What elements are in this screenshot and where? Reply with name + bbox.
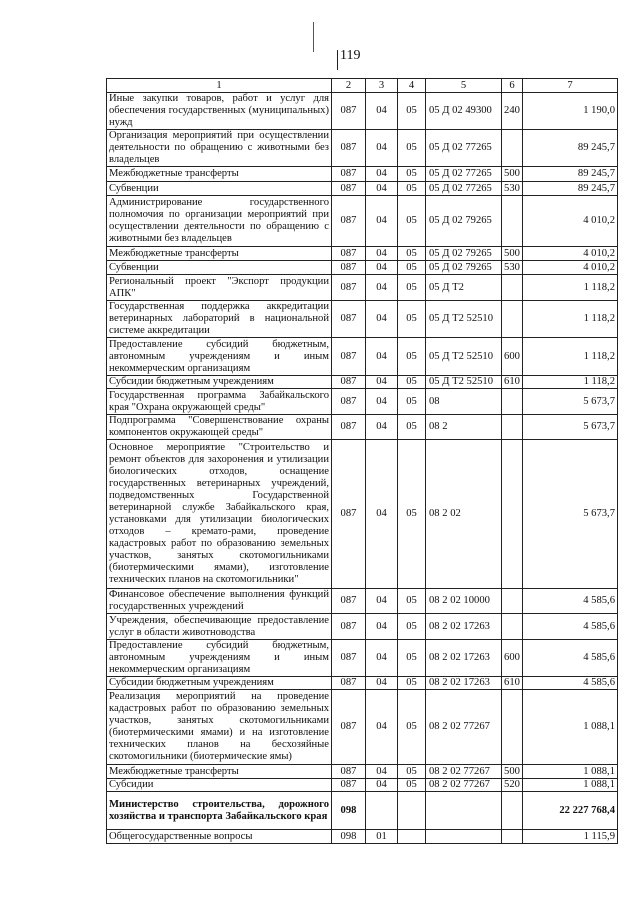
ved-code-cell: 087 bbox=[332, 690, 366, 765]
section-code-cell: 04 bbox=[366, 182, 398, 196]
subsection-code-cell: 05 bbox=[398, 765, 426, 779]
ved-code-cell: 087 bbox=[332, 589, 366, 614]
section-code-cell: 04 bbox=[366, 389, 398, 415]
table-row bbox=[107, 614, 618, 640]
target-article-cell: 08 2 02 77267 bbox=[426, 765, 502, 779]
table-row bbox=[107, 415, 618, 440]
amount-cell: 1 088,1 bbox=[523, 765, 618, 779]
target-article-cell bbox=[426, 830, 502, 844]
column-header: 4 bbox=[398, 79, 426, 93]
section-code-cell: 04 bbox=[366, 376, 398, 389]
table-row bbox=[107, 275, 618, 301]
target-article-cell: 05 Д 02 77265 bbox=[426, 182, 502, 196]
section-code-cell: 04 bbox=[366, 779, 398, 792]
target-article-cell: 08 2 02 77267 bbox=[426, 779, 502, 792]
row-name-cell: Межбюджетные трансферты bbox=[107, 167, 332, 182]
amount-cell: 4 010,2 bbox=[523, 247, 618, 261]
amount-cell: 4 010,2 bbox=[523, 261, 618, 275]
subsection-code-cell: 05 bbox=[398, 130, 426, 167]
section-code-cell: 04 bbox=[366, 765, 398, 779]
target-article-cell: 05 Д 02 79265 bbox=[426, 247, 502, 261]
section-code-cell: 04 bbox=[366, 440, 398, 589]
table-row bbox=[107, 376, 618, 389]
page-number-rule bbox=[337, 50, 338, 70]
ved-code-cell: 087 bbox=[332, 301, 366, 338]
section-code-cell: 04 bbox=[366, 338, 398, 376]
row-name-cell: Предоставление субсидий бюджетным, автономным учреждениям и иным некоммерческим организациям bbox=[107, 338, 332, 376]
table-header-row bbox=[107, 79, 618, 93]
amount-cell: 1 118,2 bbox=[523, 275, 618, 301]
target-article-cell: 08 2 bbox=[426, 415, 502, 440]
column-header: 7 bbox=[523, 79, 618, 93]
target-article-cell: 08 2 02 17263 bbox=[426, 640, 502, 677]
column-header: 3 bbox=[366, 79, 398, 93]
column-header: 5 bbox=[426, 79, 502, 93]
expense-type-cell bbox=[502, 415, 523, 440]
row-name-cell: Предоставление субсидий бюджетным, автономным учреждениям и иным некоммерческим организациям bbox=[107, 640, 332, 677]
section-code-cell: 04 bbox=[366, 167, 398, 182]
amount-cell: 4 585,6 bbox=[523, 589, 618, 614]
amount-cell: 22 227 768,4 bbox=[523, 792, 618, 830]
ved-code-cell: 087 bbox=[332, 167, 366, 182]
expense-type-cell bbox=[502, 830, 523, 844]
section-code-cell: 04 bbox=[366, 130, 398, 167]
amount-cell: 4 585,6 bbox=[523, 677, 618, 690]
subsection-code-cell: 05 bbox=[398, 275, 426, 301]
target-article-cell bbox=[426, 792, 502, 830]
amount-cell: 4 010,2 bbox=[523, 196, 618, 247]
ved-code-cell: 087 bbox=[332, 275, 366, 301]
target-article-cell: 08 2 02 77267 bbox=[426, 690, 502, 765]
row-name-cell: Субвенции bbox=[107, 261, 332, 275]
target-article-cell: 05 Д Т2 52510 bbox=[426, 301, 502, 338]
amount-cell: 5 673,7 bbox=[523, 415, 618, 440]
table-row bbox=[107, 440, 618, 589]
expense-type-cell bbox=[502, 614, 523, 640]
section-code-cell: 04 bbox=[366, 196, 398, 247]
amount-cell: 89 245,7 bbox=[523, 130, 618, 167]
expense-type-cell bbox=[502, 301, 523, 338]
target-article-cell: 08 2 02 17263 bbox=[426, 677, 502, 690]
section-code-cell: 04 bbox=[366, 690, 398, 765]
expense-type-cell: 500 bbox=[502, 167, 523, 182]
target-article-cell: 08 2 02 17263 bbox=[426, 614, 502, 640]
row-name-cell: Организация мероприятий при осуществлении деятельности по обращению с животными без владельцев bbox=[107, 130, 332, 167]
ved-code-cell: 098 bbox=[332, 830, 366, 844]
row-name-cell: Подпрограмма "Совершенствование охраны компонентов окружающей среды" bbox=[107, 415, 332, 440]
expense-type-cell: 500 bbox=[502, 765, 523, 779]
expense-type-cell bbox=[502, 792, 523, 830]
row-name-cell: Иные закупки товаров, работ и услуг для обеспечения государственных (муниципальных) нужд bbox=[107, 93, 332, 130]
expense-type-cell bbox=[502, 275, 523, 301]
table-row bbox=[107, 182, 618, 196]
subsection-code-cell: 05 bbox=[398, 614, 426, 640]
subsection-code-cell: 05 bbox=[398, 440, 426, 589]
row-name-cell: Администрирование государственного полномочия по организации мероприятий при осуществлении деятельности по обращению с животными без владельцев bbox=[107, 196, 332, 247]
ved-code-cell: 087 bbox=[332, 261, 366, 275]
table-row bbox=[107, 338, 618, 376]
subsection-code-cell: 05 bbox=[398, 690, 426, 765]
row-name-cell: Основное мероприятие "Строительство и ремонт объектов для захоронения и утилизации биологических отходов, оснащение государственных ветеринарных учреждений, подведомственных Государственной ветеринарной службе Забайкальского края, установками для утилизации биологических отходов – кремато-рами, проведение кадастровых работ по образованию земельных участков, занятых скотомогильниками (биотермическими ямами), изготовление технических планов на скотомогильники" bbox=[107, 440, 332, 589]
row-name-cell: Субсидии бюджетным учреждениям bbox=[107, 376, 332, 389]
expense-type-cell: 500 bbox=[502, 247, 523, 261]
subsection-code-cell: 05 bbox=[398, 182, 426, 196]
amount-cell: 1 088,1 bbox=[523, 779, 618, 792]
row-name-cell: Государственная поддержка аккредитации ветеринарных лабораторий в национальной системе аккредитации bbox=[107, 301, 332, 338]
table-row bbox=[107, 196, 618, 247]
column-header: 6 bbox=[502, 79, 523, 93]
subsection-code-cell bbox=[398, 830, 426, 844]
row-name-cell: Субсидии bbox=[107, 779, 332, 792]
subsection-code-cell: 05 bbox=[398, 640, 426, 677]
row-name-cell: Учреждения, обеспечивающие предоставление услуг в области животноводства bbox=[107, 614, 332, 640]
expense-type-cell bbox=[502, 389, 523, 415]
target-article-cell: 05 Д Т2 bbox=[426, 275, 502, 301]
ved-code-cell: 087 bbox=[332, 440, 366, 589]
table-row bbox=[107, 830, 618, 844]
row-name-cell: Государственная программа Забайкальского края "Охрана окружающей среды" bbox=[107, 389, 332, 415]
table-row bbox=[107, 93, 618, 130]
target-article-cell: 05 Д 02 79265 bbox=[426, 196, 502, 247]
binding-margin-line bbox=[313, 22, 314, 52]
amount-cell: 1 118,2 bbox=[523, 301, 618, 338]
section-code-cell: 04 bbox=[366, 415, 398, 440]
table-row bbox=[107, 690, 618, 765]
subsection-code-cell: 05 bbox=[398, 779, 426, 792]
table-row bbox=[107, 765, 618, 779]
ved-code-cell: 098 bbox=[332, 792, 366, 830]
ved-code-cell: 087 bbox=[332, 376, 366, 389]
row-name-cell: Субвенции bbox=[107, 182, 332, 196]
table-row bbox=[107, 167, 618, 182]
table-row bbox=[107, 640, 618, 677]
ved-code-cell: 087 bbox=[332, 93, 366, 130]
subsection-code-cell: 05 bbox=[398, 677, 426, 690]
amount-cell: 4 585,6 bbox=[523, 640, 618, 677]
table-row bbox=[107, 589, 618, 614]
section-code-cell: 04 bbox=[366, 301, 398, 338]
section-code-cell: 04 bbox=[366, 677, 398, 690]
amount-cell: 5 673,7 bbox=[523, 440, 618, 589]
amount-cell: 89 245,7 bbox=[523, 182, 618, 196]
subsection-code-cell: 05 bbox=[398, 338, 426, 376]
expense-type-cell: 610 bbox=[502, 677, 523, 690]
section-code-cell: 04 bbox=[366, 261, 398, 275]
amount-cell: 89 245,7 bbox=[523, 167, 618, 182]
subsection-code-cell: 05 bbox=[398, 589, 426, 614]
target-article-cell: 05 Д Т2 52510 bbox=[426, 338, 502, 376]
section-code-cell bbox=[366, 792, 398, 830]
column-header: 2 bbox=[332, 79, 366, 93]
target-article-cell: 08 bbox=[426, 389, 502, 415]
target-article-cell: 05 Д 02 49300 bbox=[426, 93, 502, 130]
ved-code-cell: 087 bbox=[332, 779, 366, 792]
target-article-cell: 05 Д 02 77265 bbox=[426, 130, 502, 167]
row-name-cell: Общегосударственные вопросы bbox=[107, 830, 332, 844]
amount-cell: 1 088,1 bbox=[523, 690, 618, 765]
amount-cell: 1 190,0 bbox=[523, 93, 618, 130]
table-body bbox=[107, 93, 618, 844]
target-article-cell: 05 Д 02 77265 bbox=[426, 167, 502, 182]
target-article-cell: 08 2 02 10000 bbox=[426, 589, 502, 614]
subsection-code-cell: 05 bbox=[398, 261, 426, 275]
target-article-cell: 08 2 02 bbox=[426, 440, 502, 589]
ved-code-cell: 087 bbox=[332, 765, 366, 779]
ved-code-cell: 087 bbox=[332, 415, 366, 440]
expense-type-cell bbox=[502, 196, 523, 247]
expense-type-cell: 610 bbox=[502, 376, 523, 389]
expense-type-cell bbox=[502, 690, 523, 765]
amount-cell: 5 673,7 bbox=[523, 389, 618, 415]
section-code-cell: 04 bbox=[366, 275, 398, 301]
ved-code-cell: 087 bbox=[332, 614, 366, 640]
expense-type-cell: 530 bbox=[502, 261, 523, 275]
subsection-code-cell: 05 bbox=[398, 247, 426, 261]
ved-code-cell: 087 bbox=[332, 247, 366, 261]
ved-code-cell: 087 bbox=[332, 640, 366, 677]
row-name-cell: Межбюджетные трансферты bbox=[107, 765, 332, 779]
expense-type-cell: 530 bbox=[502, 182, 523, 196]
subsection-code-cell: 05 bbox=[398, 415, 426, 440]
ved-code-cell: 087 bbox=[332, 196, 366, 247]
expense-type-cell bbox=[502, 589, 523, 614]
amount-cell: 4 585,6 bbox=[523, 614, 618, 640]
ved-code-cell: 087 bbox=[332, 130, 366, 167]
table-row bbox=[107, 779, 618, 792]
section-code-cell: 04 bbox=[366, 589, 398, 614]
column-header: 1 bbox=[107, 79, 332, 93]
row-name-cell: Межбюджетные трансферты bbox=[107, 247, 332, 261]
table-row bbox=[107, 389, 618, 415]
table-row bbox=[107, 677, 618, 690]
table-row bbox=[107, 247, 618, 261]
subsection-code-cell: 05 bbox=[398, 389, 426, 415]
section-code-cell: 04 bbox=[366, 614, 398, 640]
section-code-cell: 01 bbox=[366, 830, 398, 844]
section-code-cell: 04 bbox=[366, 640, 398, 677]
row-name-cell: Реализация мероприятий на проведение кадастровых работ по образованию земельных участков, занятых скотомогильниками (биотермическими ямами) и на изготовление технических планов на бесхозяйные скотомогильники (биотермические ямы) bbox=[107, 690, 332, 765]
ved-code-cell: 087 bbox=[332, 182, 366, 196]
row-name-cell: Министерство строительства, дорожного хозяйства и транспорта Забайкальского края bbox=[107, 792, 332, 830]
expense-type-cell bbox=[502, 130, 523, 167]
subsection-code-cell: 05 bbox=[398, 167, 426, 182]
target-article-cell: 05 Д 02 79265 bbox=[426, 261, 502, 275]
row-name-cell: Финансовое обеспечение выполнения функций государственных учреждений bbox=[107, 589, 332, 614]
table-row bbox=[107, 130, 618, 167]
amount-cell: 1 118,2 bbox=[523, 376, 618, 389]
page-number: 119 bbox=[340, 48, 361, 63]
budget-table bbox=[106, 78, 618, 844]
table-row bbox=[107, 261, 618, 275]
row-name-cell: Региональный проект "Экспорт продукции АПК" bbox=[107, 275, 332, 301]
ved-code-cell: 087 bbox=[332, 338, 366, 376]
table-row bbox=[107, 792, 618, 830]
ved-code-cell: 087 bbox=[332, 389, 366, 415]
target-article-cell: 05 Д Т2 52510 bbox=[426, 376, 502, 389]
subsection-code-cell: 05 bbox=[398, 93, 426, 130]
subsection-code-cell: 05 bbox=[398, 376, 426, 389]
expense-type-cell: 520 bbox=[502, 779, 523, 792]
section-code-cell: 04 bbox=[366, 93, 398, 130]
expense-type-cell: 600 bbox=[502, 640, 523, 677]
expense-type-cell: 600 bbox=[502, 338, 523, 376]
subsection-code-cell bbox=[398, 792, 426, 830]
ved-code-cell: 087 bbox=[332, 677, 366, 690]
table-row bbox=[107, 301, 618, 338]
subsection-code-cell: 05 bbox=[398, 301, 426, 338]
amount-cell: 1 115,9 bbox=[523, 830, 618, 844]
expense-type-cell bbox=[502, 440, 523, 589]
subsection-code-cell: 05 bbox=[398, 196, 426, 247]
amount-cell: 1 118,2 bbox=[523, 338, 618, 376]
expense-type-cell: 240 bbox=[502, 93, 523, 130]
row-name-cell: Субсидии бюджетным учреждениям bbox=[107, 677, 332, 690]
section-code-cell: 04 bbox=[366, 247, 398, 261]
